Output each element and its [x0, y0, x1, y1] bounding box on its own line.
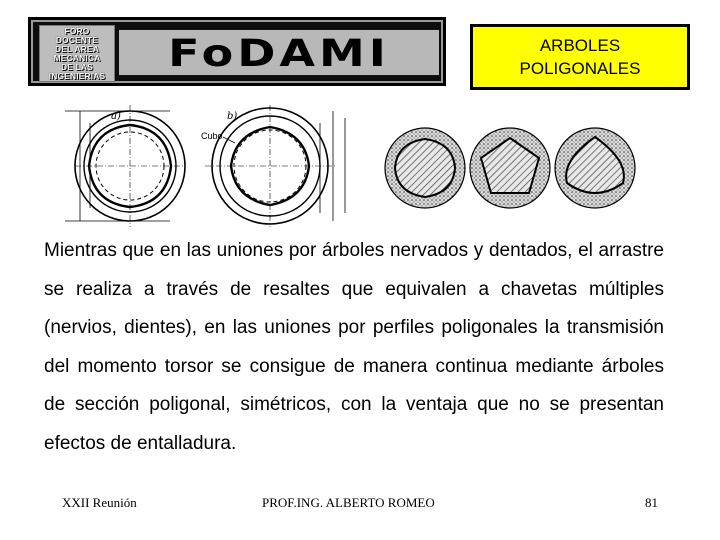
section-view-3 — [555, 128, 635, 208]
logo-seal — [39, 25, 115, 82]
section-view-1 — [385, 128, 465, 208]
seal-line: MECANICA — [53, 52, 101, 63]
polygonal-shaft-figure — [55, 103, 655, 228]
title-line-2: POLIGONALES — [519, 59, 641, 78]
fodami-logo — [28, 17, 446, 86]
figure-label-cubo: Cubo — [201, 131, 223, 141]
body-paragraph: Mientras que en las uniones por árboles nervados y dentados, el arrastre se realiza a través de resaltes que equivalen a chavetas múltiples (nervios, dientes), en las uniones por perfiles poligonales la transmisión del momento torsor se consigue de manera continua mediante árboles de sección poligonal, simétricos, con la ventaja que no se presentan efectos de entalladura. — [44, 240, 664, 454]
seal-line: DEL AREA — [55, 43, 99, 54]
seal-line: INGENIERIAS — [48, 70, 106, 81]
figure-drawing — [55, 103, 655, 228]
seal-line: DE LAS — [61, 61, 93, 72]
seal-line: DOCENTE — [55, 34, 99, 45]
page-number: 81 — [645, 495, 658, 510]
section-view-2 — [470, 128, 550, 208]
figure-label-a: a) — [111, 111, 121, 122]
figure-a — [65, 105, 185, 227]
logo-wordmark: FoDAMI — [119, 30, 439, 75]
figure-b — [201, 105, 345, 227]
title-line-1: ARBOLES — [539, 36, 621, 55]
slide-title-box — [470, 24, 690, 90]
footer-event: XXII Reunión — [62, 495, 137, 510]
seal-line: FORO — [64, 25, 90, 36]
footer-author: PROF.ING. ALBERTO ROMEO — [262, 495, 435, 510]
logo-inner-frame — [31, 20, 443, 83]
figure-label-b: b) — [227, 111, 238, 122]
